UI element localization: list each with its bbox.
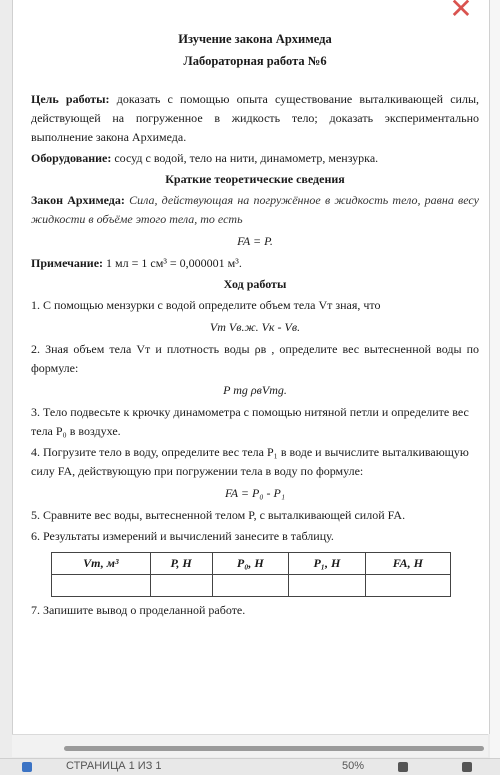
scrollbar-thumb[interactable] — [64, 746, 484, 751]
formula-2: P mg ρвVтg. — [223, 383, 287, 397]
doc-subtitle: Лабораторная работа №6 — [183, 54, 327, 68]
table-cell — [52, 575, 151, 597]
note-label: Примечание: — [31, 256, 104, 270]
law-formula: FA = P. — [237, 234, 273, 248]
goal-text: доказать с помощью опыта существование выталкивающей силы, действующей на погруженное в жидкость тело; доказать экспериментально выполнение закона Архимеда. — [31, 92, 479, 144]
note-text: 1 мл = 1 см³ = 0,000001 м³. — [106, 256, 242, 270]
step-4: 4. Погрузите тело в воду, определите вес тела P₁ в воде и вычислите выталкивающую силу FA, действующую при погружении тела в воду по формуле: — [31, 445, 469, 478]
doc-title: Изучение закона Архимеда — [178, 32, 332, 46]
formula-1: Vт Vв.ж. Vк - Vв. — [209, 320, 301, 334]
close-icon[interactable]: ✕ — [449, 0, 473, 25]
formula-3: FA = P₀ - P₁ — [225, 486, 285, 500]
goal-label: Цель работы: — [31, 92, 110, 106]
status-bar — [0, 758, 500, 775]
table-header-cell: Vт, м³ — [52, 553, 151, 575]
table-cell — [212, 575, 289, 597]
document-content — [31, 28, 479, 622]
horizontal-scrollbar[interactable] — [12, 734, 488, 757]
step-2: 2. Зная объем тела Vт и плотность воды ρв , определите вес вытесненной воды по формуле: — [31, 342, 479, 375]
table-header-cell: P₁, Н — [289, 553, 366, 575]
table-header-cell: FA, Н — [365, 553, 450, 575]
step-6: 6. Результаты измерений и вычислений занесите в таблицу. — [31, 529, 334, 543]
zoom-out-icon[interactable] — [398, 762, 408, 772]
vertical-scrollbar[interactable] — [490, 0, 500, 758]
table-header-cell: P, Н — [150, 553, 212, 575]
results-table — [51, 552, 451, 597]
document-page — [12, 0, 490, 734]
table-cell — [365, 575, 450, 597]
equipment-text: сосуд с водой, тело на нити, динамометр, мензурка. — [114, 151, 379, 165]
page-icon — [22, 762, 32, 772]
zoom-level[interactable]: 50% — [342, 760, 365, 772]
goal-paragraph — [31, 90, 479, 147]
law-paragraph — [31, 191, 479, 229]
table-header-cell: P₀, Н — [212, 553, 289, 575]
table-row — [52, 575, 451, 597]
step-5: 5. Сравните вес воды, вытесненной телом P, с выталкивающей силой FA. — [31, 508, 406, 522]
law-label: Закон Архимеда: — [31, 193, 125, 207]
theory-heading: Краткие теоретические сведения — [165, 172, 345, 186]
table-cell — [289, 575, 366, 597]
equipment-label: Оборудование: — [31, 151, 112, 165]
step-3: 3. Тело подвесьте к крючку динамометра с помощью нитяной петли и определите вес тела P₀ в воздухе. — [31, 405, 469, 438]
work-heading: Ход работы — [223, 277, 287, 291]
table-header-row — [52, 553, 451, 575]
table-cell — [150, 575, 212, 597]
step-1: 1. С помощью мензурки с водой определите объем тела Vт зная, что — [31, 298, 381, 312]
note-paragraph — [31, 254, 479, 273]
law-text: Сила, действующая на погружённое в жидкость тело, равна весу жидкости в объёме этого тела, то есть — [31, 193, 479, 226]
step-7: 7. Запишите вывод о проделанной работе. — [31, 603, 246, 617]
page-indicator: СТРАНИЦА 1 ИЗ 1 — [66, 760, 162, 772]
equipment-paragraph — [31, 149, 479, 168]
zoom-in-icon[interactable] — [462, 762, 472, 772]
